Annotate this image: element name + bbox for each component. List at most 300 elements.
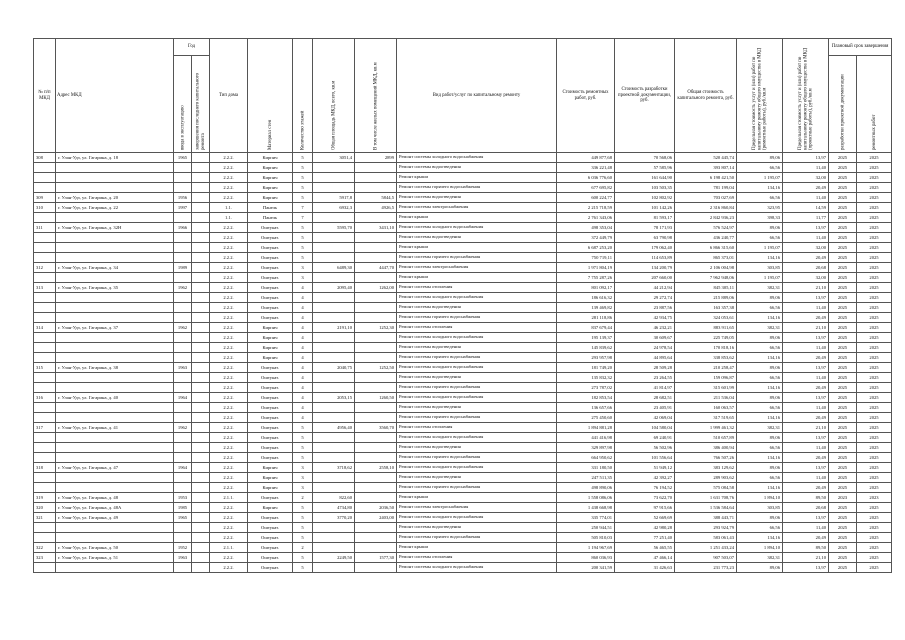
row-year-reconstruction bbox=[192, 203, 210, 213]
row-cost-repair: 2 761 343,06 bbox=[557, 213, 615, 223]
row-deadline-repair: 2025 bbox=[857, 303, 892, 313]
row-total-area: 4734,80 bbox=[313, 503, 355, 513]
row-work-type: Ремонт системы водоотведения bbox=[397, 373, 557, 383]
row-year-commission bbox=[174, 163, 192, 173]
row-cost-repair: 600 224,77 bbox=[557, 193, 615, 203]
row-cost-total: 845 305,11 bbox=[675, 283, 737, 293]
row-house-type: 2.2.2. bbox=[210, 503, 248, 513]
header-deadline-repair: ремонтных работ bbox=[857, 56, 892, 153]
row-floors: 5 bbox=[293, 453, 313, 463]
row-limit-cost: 66,56 bbox=[737, 163, 783, 173]
row-total-area bbox=[313, 443, 355, 453]
row-limit-cost: 66,56 bbox=[737, 523, 783, 533]
row-address bbox=[56, 303, 174, 313]
row-residential-area: 4447,70 bbox=[355, 263, 397, 273]
row-floors: 3 bbox=[293, 273, 313, 283]
row-total-area: 2040,75 bbox=[313, 363, 355, 373]
row-cost-design: 101 556,64 bbox=[615, 453, 675, 463]
row-deadline-repair: 2025 bbox=[857, 253, 892, 263]
row-limit-cost: 134,16 bbox=[737, 483, 783, 493]
table-row bbox=[34, 343, 892, 353]
row-limit-cost: 134,16 bbox=[737, 353, 783, 363]
row-limit-cost-design: 13,97 bbox=[783, 563, 829, 573]
row-year-commission: 1952 bbox=[174, 543, 192, 553]
row-cost-design: 73 622,70 bbox=[615, 493, 675, 503]
row-total-area bbox=[313, 173, 355, 183]
row-floors: 5 bbox=[293, 153, 313, 163]
row-deadline-design: 2025 bbox=[829, 153, 857, 163]
row-floors: 5 bbox=[293, 513, 313, 523]
row-wall-material: Оштукат. bbox=[248, 223, 293, 233]
row-residential-area: 1577,30 bbox=[355, 553, 397, 563]
table-row bbox=[34, 153, 892, 163]
row-year-commission bbox=[174, 433, 192, 443]
row-limit-cost-design: 21,10 bbox=[783, 553, 829, 563]
row-cost-total: 159 096,87 bbox=[675, 373, 737, 383]
row-floors: 5 bbox=[293, 193, 313, 203]
row-year-commission bbox=[174, 473, 192, 483]
row-floors: 5 bbox=[293, 233, 313, 243]
row-deadline-design: 2025 bbox=[829, 513, 857, 523]
row-num bbox=[34, 403, 56, 413]
row-house-type: 2.2.2. bbox=[210, 283, 248, 293]
row-limit-cost-design: 20,49 bbox=[783, 313, 829, 323]
row-limit-cost-design: 20,49 bbox=[783, 533, 829, 543]
table-row bbox=[34, 253, 892, 263]
row-deadline-repair: 2025 bbox=[857, 433, 892, 443]
table-row bbox=[34, 213, 892, 223]
row-work-type: Ремонт системы холодного водоснабжения bbox=[397, 293, 557, 303]
row-cost-design: 30 609,67 bbox=[615, 333, 675, 343]
row-limit-cost-design: 13,97 bbox=[783, 393, 829, 403]
row-total-area bbox=[313, 383, 355, 393]
row-cost-total: 225 749,05 bbox=[675, 333, 737, 343]
row-num: 308 bbox=[34, 153, 56, 163]
row-deadline-repair: 2025 bbox=[857, 383, 892, 393]
row-deadline-repair: 2025 bbox=[857, 203, 892, 213]
row-limit-cost-design: 11,40 bbox=[783, 303, 829, 313]
row-num bbox=[34, 433, 56, 443]
row-limit-cost: 134,16 bbox=[737, 383, 783, 393]
table-row bbox=[34, 173, 892, 183]
row-cost-design: 76 194,52 bbox=[615, 483, 675, 493]
row-cost-repair: 181 749,20 bbox=[557, 363, 615, 373]
table-row bbox=[34, 503, 892, 513]
row-deadline-design: 2025 bbox=[829, 473, 857, 483]
row-floors: 3 bbox=[293, 473, 313, 483]
row-wall-material: Кирпич bbox=[248, 183, 293, 193]
header-cost-repair: Стоимость ремонтных работ, руб. bbox=[557, 39, 615, 153]
row-deadline-design: 2025 bbox=[829, 423, 857, 433]
row-cost-design: 29 272,74 bbox=[615, 293, 675, 303]
row-address: г. Улан-Удэ, ул. Гагарина, д. 32Н bbox=[56, 223, 174, 233]
row-cost-repair: 801 092,17 bbox=[557, 283, 615, 293]
table-row bbox=[34, 383, 892, 393]
row-year-reconstruction bbox=[192, 553, 210, 563]
row-wall-material: Оштукат. bbox=[248, 273, 293, 283]
row-cost-design: 28 682,51 bbox=[615, 393, 675, 403]
row-limit-cost-design: 14,59 bbox=[783, 203, 829, 213]
row-cost-design: 42 392,27 bbox=[615, 473, 675, 483]
row-cost-total: 393 807,14 bbox=[675, 163, 737, 173]
row-deadline-repair: 2025 bbox=[857, 453, 892, 463]
row-residential-area bbox=[355, 493, 397, 503]
row-num: 320 bbox=[34, 503, 56, 513]
row-total-area: 2249,50 bbox=[313, 553, 355, 563]
row-cost-design: 23 405,91 bbox=[615, 403, 675, 413]
row-house-type: 2.2.2. bbox=[210, 293, 248, 303]
row-num bbox=[34, 453, 56, 463]
row-limit-cost-design: 20,49 bbox=[783, 483, 829, 493]
row-limit-cost: 66,56 bbox=[737, 373, 783, 383]
row-wall-material: Кирпич bbox=[248, 153, 293, 163]
row-house-type: 2.2.2. bbox=[210, 553, 248, 563]
row-wall-material: Оштукат. bbox=[248, 313, 293, 323]
row-house-type: 2.2.2. bbox=[210, 233, 248, 243]
row-year-commission bbox=[174, 303, 192, 313]
row-cost-design: 23 887,56 bbox=[615, 303, 675, 313]
row-house-type: 2.1.1. bbox=[210, 493, 248, 503]
row-house-type: 2.2.2. bbox=[210, 273, 248, 283]
row-residential-area bbox=[355, 213, 397, 223]
row-cost-repair: 1 894 881,28 bbox=[557, 423, 615, 433]
row-residential-area: 3431,10 bbox=[355, 223, 397, 233]
header-year-group: Год bbox=[174, 39, 210, 56]
row-limit-cost: 89,06 bbox=[737, 363, 783, 373]
row-cost-total: 2 316 860,84 bbox=[675, 203, 737, 213]
row-num: 323 bbox=[34, 553, 56, 563]
row-year-commission bbox=[174, 523, 192, 533]
row-total-area bbox=[313, 373, 355, 383]
row-num bbox=[34, 413, 56, 423]
row-cost-total: 781 199,04 bbox=[675, 183, 737, 193]
row-num: 313 bbox=[34, 283, 56, 293]
row-cost-repair: 837 679,44 bbox=[557, 323, 615, 333]
row-limit-cost-design: 20,49 bbox=[783, 183, 829, 193]
header-floors: Количество этажей bbox=[293, 39, 313, 153]
row-cost-total: 315 601,99 bbox=[675, 383, 737, 393]
row-work-type: Ремонт системы холодного водоснабжения bbox=[397, 393, 557, 403]
row-limit-cost-design: 89,50 bbox=[783, 493, 829, 503]
row-floors: 5 bbox=[293, 253, 313, 263]
row-address bbox=[56, 163, 174, 173]
table-row bbox=[34, 263, 892, 273]
row-residential-area bbox=[355, 303, 397, 313]
row-deadline-design: 2025 bbox=[829, 323, 857, 333]
row-year-commission bbox=[174, 243, 192, 253]
row-num bbox=[34, 443, 56, 453]
row-limit-cost-design: 11,40 bbox=[783, 473, 829, 483]
row-year-commission bbox=[174, 353, 192, 363]
row-cost-total: 583 061,43 bbox=[675, 533, 737, 543]
row-address bbox=[56, 443, 174, 453]
row-cost-total: 160 063,57 bbox=[675, 403, 737, 413]
row-cost-repair: 449 877,68 bbox=[557, 153, 615, 163]
row-num bbox=[34, 313, 56, 323]
row-work-type: Ремонт системы водоотведения bbox=[397, 193, 557, 203]
row-wall-material: Оштукат. bbox=[248, 413, 293, 423]
row-cost-design: 161 644,90 bbox=[615, 173, 675, 183]
row-limit-cost: 89,06 bbox=[737, 463, 783, 473]
row-house-type: 2.2.2. bbox=[210, 173, 248, 183]
row-year-reconstruction bbox=[192, 163, 210, 173]
row-address: г. Улан-Удэ, ул. Гагарина, д. 48А bbox=[56, 503, 174, 513]
row-cost-design: 101 142,26 bbox=[615, 203, 675, 213]
row-deadline-design: 2025 bbox=[829, 313, 857, 323]
row-cost-design: 44 212,94 bbox=[615, 283, 675, 293]
row-limit-cost-design: 20,49 bbox=[783, 383, 829, 393]
row-cost-repair: 750 719,11 bbox=[557, 253, 615, 263]
table-row bbox=[34, 463, 892, 473]
row-limit-cost-design: 20,68 bbox=[783, 503, 829, 513]
row-work-type: Ремонт системы горячего водоснабжения bbox=[397, 413, 557, 423]
row-address bbox=[56, 473, 174, 483]
row-year-reconstruction bbox=[192, 343, 210, 353]
row-address: г. Улан-Удэ, ул. Гагарина, д. 38 bbox=[56, 363, 174, 373]
row-cost-design: 42 934,75 bbox=[615, 313, 675, 323]
row-residential-area bbox=[355, 403, 397, 413]
row-limit-cost: 382,31 bbox=[737, 423, 783, 433]
row-wall-material: Оштукат. bbox=[248, 363, 293, 373]
row-deadline-design: 2025 bbox=[829, 253, 857, 263]
row-deadline-design: 2023 bbox=[829, 493, 857, 503]
row-cost-design: 207 660,00 bbox=[615, 273, 675, 283]
row-address: г. Улан-Удэ, ул. Гагарина, д. 20 bbox=[56, 193, 174, 203]
row-cost-design: 31 426,63 bbox=[615, 563, 675, 573]
row-total-area bbox=[313, 473, 355, 483]
row-limit-cost: 134,16 bbox=[737, 313, 783, 323]
row-cost-design: 52 669,69 bbox=[615, 513, 675, 523]
row-house-type: 2.2.2. bbox=[210, 303, 248, 313]
row-year-reconstruction bbox=[192, 563, 210, 573]
row-total-area: 5917,8 bbox=[313, 193, 355, 203]
row-work-type: Ремонт системы холодного водоснабжения bbox=[397, 513, 557, 523]
row-cost-total: 865 373,01 bbox=[675, 253, 737, 263]
row-deadline-design: 2025 bbox=[829, 243, 857, 253]
row-address: г. Улан-Удэ, ул. Гагарина, д. 41 bbox=[56, 423, 174, 433]
row-deadline-design: 2025 bbox=[829, 383, 857, 393]
row-total-area bbox=[313, 313, 355, 323]
row-floors: 4 bbox=[293, 333, 313, 343]
table-row bbox=[34, 403, 892, 413]
row-floors: 4 bbox=[293, 313, 313, 323]
row-num: 317 bbox=[34, 423, 56, 433]
row-limit-cost-design: 20,68 bbox=[783, 263, 829, 273]
row-floors: 4 bbox=[293, 393, 313, 403]
row-cost-repair: 247 511,35 bbox=[557, 473, 615, 483]
row-year-commission bbox=[174, 453, 192, 463]
row-deadline-repair: 2025 bbox=[857, 513, 892, 523]
row-deadline-design: 2025 bbox=[829, 543, 857, 553]
row-work-type: Ремонт системы горячего водоснабжения bbox=[397, 383, 557, 393]
row-year-reconstruction bbox=[192, 223, 210, 233]
row-limit-cost: 398,33 bbox=[737, 213, 783, 223]
row-year-reconstruction bbox=[192, 243, 210, 253]
row-address bbox=[56, 533, 174, 543]
row-floors: 5 bbox=[293, 173, 313, 183]
row-deadline-repair: 2025 bbox=[857, 483, 892, 493]
row-deadline-repair: 2025 bbox=[857, 393, 892, 403]
row-num bbox=[34, 183, 56, 193]
row-wall-material: Оштукат. bbox=[248, 543, 293, 553]
row-deadline-design: 2025 bbox=[829, 233, 857, 243]
row-cost-design: 23 264,55 bbox=[615, 373, 675, 383]
row-cost-repair: 664 950,62 bbox=[557, 453, 615, 463]
row-work-type: Ремонт системы водоотведения bbox=[397, 523, 557, 533]
row-year-commission: 1965 bbox=[174, 153, 192, 163]
row-year-reconstruction bbox=[192, 453, 210, 463]
row-deadline-repair: 2025 bbox=[857, 553, 892, 563]
row-work-type: Ремонт системы водоотведения bbox=[397, 303, 557, 313]
row-wall-material: Оштукат. bbox=[248, 433, 293, 443]
row-address bbox=[56, 483, 174, 493]
row-address: г. Улан-Удэ, ул. Гагарина, д. 22 bbox=[56, 203, 174, 213]
row-cost-repair: 145 839,62 bbox=[557, 343, 615, 353]
row-deadline-design: 2025 bbox=[829, 373, 857, 383]
row-num bbox=[34, 373, 56, 383]
row-work-type: Ремонт системы горячего водоснабжения bbox=[397, 453, 557, 463]
row-work-type: Ремонт системы горячего водоснабжения bbox=[397, 353, 557, 363]
row-cost-total: 215 889,06 bbox=[675, 293, 737, 303]
row-cost-design: 44 895,64 bbox=[615, 353, 675, 363]
row-deadline-repair: 2025 bbox=[857, 233, 892, 243]
row-total-area: 4956,40 bbox=[313, 423, 355, 433]
row-residential-area bbox=[355, 333, 397, 343]
row-floors: 4 bbox=[293, 293, 313, 303]
row-num bbox=[34, 353, 56, 363]
row-limit-cost-design: 11,40 bbox=[783, 403, 829, 413]
row-deadline-design: 2025 bbox=[829, 393, 857, 403]
row-year-reconstruction bbox=[192, 393, 210, 403]
row-year-reconstruction bbox=[192, 323, 210, 333]
row-cost-total: 1 536 584,64 bbox=[675, 503, 737, 513]
row-house-type: 2.2.2. bbox=[210, 323, 248, 333]
row-year-commission bbox=[174, 343, 192, 353]
row-num: 316 bbox=[34, 393, 56, 403]
row-residential-area bbox=[355, 483, 397, 493]
row-year-reconstruction bbox=[192, 383, 210, 393]
row-address bbox=[56, 383, 174, 393]
row-deadline-repair: 2025 bbox=[857, 403, 892, 413]
row-wall-material: Оштукат. bbox=[248, 453, 293, 463]
row-wall-material: Кирпич bbox=[248, 483, 293, 493]
table-row bbox=[34, 373, 892, 383]
row-cost-design: 70 568,06 bbox=[615, 153, 675, 163]
row-wall-material: Кирпич bbox=[248, 323, 293, 333]
row-limit-cost-design: 32,00 bbox=[783, 243, 829, 253]
row-cost-repair: 505 810,03 bbox=[557, 533, 615, 543]
row-floors: 5 bbox=[293, 223, 313, 233]
row-year-reconstruction bbox=[192, 363, 210, 373]
row-work-type: Ремонт крыши bbox=[397, 543, 557, 553]
row-year-reconstruction bbox=[192, 403, 210, 413]
row-residential-area bbox=[355, 243, 397, 253]
row-work-type: Ремонт системы водоотведения bbox=[397, 233, 557, 243]
row-address bbox=[56, 433, 174, 443]
row-deadline-design: 2025 bbox=[829, 563, 857, 573]
row-wall-material: Оштукат. bbox=[248, 423, 293, 433]
row-limit-cost: 1 894,10 bbox=[737, 493, 783, 503]
row-cost-design: 104 580,04 bbox=[615, 423, 675, 433]
row-residential-area bbox=[355, 543, 397, 553]
row-house-type: 2.2.2. bbox=[210, 563, 248, 573]
row-total-area bbox=[313, 293, 355, 303]
capital-repair-table bbox=[33, 38, 892, 573]
row-limit-cost-design: 20,49 bbox=[783, 353, 829, 363]
table-body bbox=[34, 153, 892, 573]
row-address bbox=[56, 373, 174, 383]
row-num bbox=[34, 293, 56, 303]
row-address bbox=[56, 353, 174, 363]
row-year-reconstruction bbox=[192, 153, 210, 163]
row-deadline-repair: 2025 bbox=[857, 283, 892, 293]
row-residential-area: 1252,30 bbox=[355, 323, 397, 333]
row-total-area bbox=[313, 343, 355, 353]
row-address: г. Улан-Удэ, ул. Гагарина, д. 40 bbox=[56, 393, 174, 403]
row-deadline-design: 2025 bbox=[829, 163, 857, 173]
row-year-reconstruction bbox=[192, 263, 210, 273]
row-deadline-design: 2025 bbox=[829, 413, 857, 423]
row-cost-design: 114 653,89 bbox=[615, 253, 675, 263]
row-deadline-repair: 2025 bbox=[857, 363, 892, 373]
table-row bbox=[34, 193, 892, 203]
row-house-type: 2.2.2. bbox=[210, 433, 248, 443]
row-address bbox=[56, 403, 174, 413]
row-address bbox=[56, 253, 174, 263]
row-cost-total: 6 198 421,50 bbox=[675, 173, 737, 183]
row-wall-material: Кирпич bbox=[248, 503, 293, 513]
row-num bbox=[34, 473, 56, 483]
table-row bbox=[34, 223, 892, 233]
row-work-type: Ремонт системы горячего водоснабжения bbox=[397, 533, 557, 543]
row-cost-design: 24 978,54 bbox=[615, 343, 675, 353]
row-num: 310 bbox=[34, 203, 56, 213]
row-total-area bbox=[313, 413, 355, 423]
row-wall-material: Кирпич bbox=[248, 353, 293, 363]
row-deadline-design: 2025 bbox=[829, 523, 857, 533]
row-cost-repair: 182 853,54 bbox=[557, 393, 615, 403]
row-house-type: 2.2.2. bbox=[210, 453, 248, 463]
row-wall-material: Оштукат. bbox=[248, 563, 293, 573]
table-row bbox=[34, 203, 892, 213]
table-row bbox=[34, 303, 892, 313]
row-residential-area bbox=[355, 343, 397, 353]
row-cost-total: 210 258,47 bbox=[675, 363, 737, 373]
row-wall-material: Оштукат. bbox=[248, 253, 293, 263]
row-wall-material: Оштукат. bbox=[248, 403, 293, 413]
row-residential-area: 3560,70 bbox=[355, 423, 397, 433]
row-work-type: Ремонт системы водоотведения bbox=[397, 473, 557, 483]
row-limit-cost: 89,06 bbox=[737, 333, 783, 343]
row-deadline-design: 2025 bbox=[829, 403, 857, 413]
row-floors: 5 bbox=[293, 523, 313, 533]
row-residential-area bbox=[355, 353, 397, 363]
row-cost-design: 81 593,17 bbox=[615, 213, 675, 223]
row-house-type: 1.1. bbox=[210, 203, 248, 213]
row-deadline-repair: 2025 bbox=[857, 243, 892, 253]
row-wall-material: Кирпич bbox=[248, 473, 293, 483]
row-num bbox=[34, 243, 56, 253]
row-wall-material: Кирпич bbox=[248, 463, 293, 473]
row-limit-cost-design: 11,40 bbox=[783, 163, 829, 173]
row-year-reconstruction bbox=[192, 173, 210, 183]
row-floors: 4 bbox=[293, 353, 313, 363]
row-year-reconstruction bbox=[192, 373, 210, 383]
row-cost-total: 520 445,74 bbox=[675, 153, 737, 163]
row-year-reconstruction bbox=[192, 183, 210, 193]
row-num: 314 bbox=[34, 323, 56, 333]
row-floors: 5 bbox=[293, 553, 313, 563]
